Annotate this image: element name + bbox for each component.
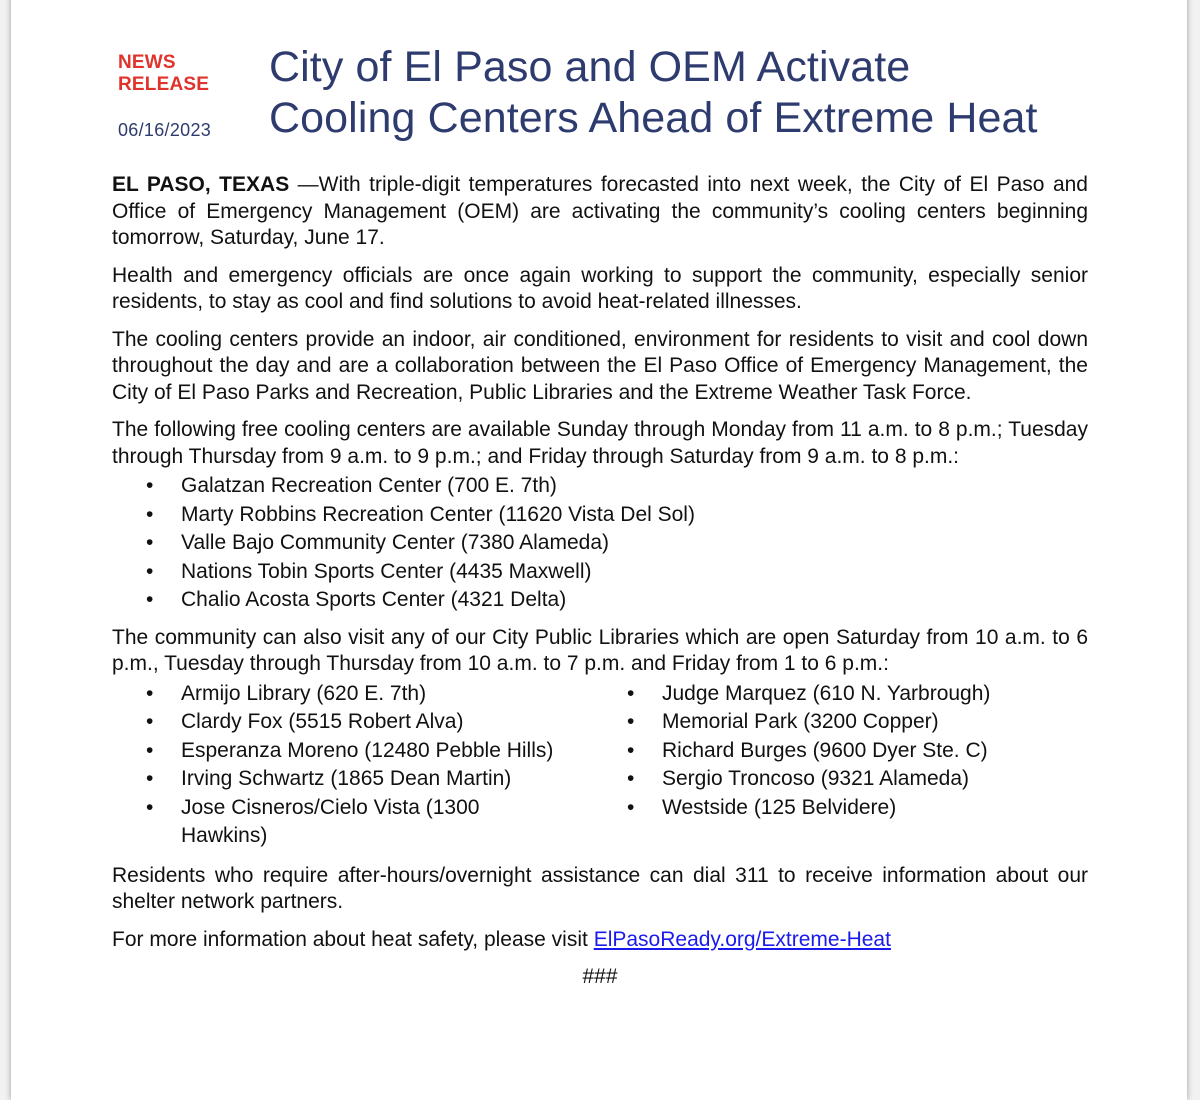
paragraph-support: Health and emergency officials are once again working to support the community, especially senior residents, to stay as cool and find solutions to avoid heat-related illnesses. [112,263,1088,313]
libraries-list-left [112,680,593,851]
list-item: • Valle Bajo Community Center (7380 Alameda) [112,529,1088,558]
cooling-centers-list [112,472,1088,615]
more-info-text: For more information about heat safety, please visit [112,927,594,951]
list-item: • Armijo Library (620 E. 7th) [112,680,593,709]
title-line1: City of El Paso and OEM Activate [269,43,911,91]
article-body [112,172,1088,991]
paragraph-collaboration: The cooling centers provide an indoor, air conditioned, environment for residents to visit and cool down throughout the day and are a collaboration between the El Paso Office of Emergency Management, the City of El Paso Parks and Recreation, Public Libraries and the Extreme Weather Task Force. [112,327,1088,404]
list-item: • Memorial Park (3200 Copper) [593,708,1073,737]
after-hours-paragraph: Residents who require after-hours/overnight assistance can dial 311 to receive information about our shelter network partners. [112,863,1088,913]
list-item: • Esperanza Moreno (12480 Pebble Hills) [112,737,593,766]
dateline: EL PASO, TEXAS [112,173,290,196]
document-page [11,0,1187,1100]
extreme-heat-link[interactable]: ElPasoReady.org/Extreme-Heat [593,927,891,951]
libraries-intro: The community can also visit any of our City Public Libraries which are open Saturday from 10 a.m. to 6 p.m., Tuesday through Thursday from 10 a.m. to 7 p.m. and Friday from 1 to 6 p.m.: [112,625,1088,675]
list-item: • Jose Cisneros/Cielo Vista (1300 Hawkins) [112,794,593,851]
intro-paragraph [112,172,1088,252]
intro-text: —With triple-digit temperatures forecasted into next week, the City of El Paso and Office of Emergency Management (OEM) are activating the community’s cooling centers beginning tomorrow, Saturday, June 17. [112,173,1088,249]
centers-intro: The following free cooling centers are available Sunday through Monday from 11 a.m. to 8 p.m.; Tuesday through Thursday from 9 a.m. to 9 p.m.; and Friday through Saturday from 9 a.m. to 8 p.m.: [112,418,1088,468]
list-item: • Clardy Fox (5515 Robert Alva) [112,708,593,737]
list-item: • Richard Burges (9600 Dyer Ste. C) [593,737,1073,766]
page-title [269,42,1038,144]
list-item: • Chalio Acosta Sports Center (4321 Delta) [112,586,1088,615]
list-item: • Judge Marquez (610 N. Yarbrough) [593,680,1073,709]
release-date: 06/16/2023 [118,120,212,140]
news-release-tag [118,52,209,96]
list-item: • Galatzan Recreation Center (700 E. 7th) [112,472,1088,501]
end-mark: ### [582,965,618,988]
news-release-tag-line1: NEWS [118,52,176,73]
list-item: • Nations Tobin Sports Center (4435 Maxwell) [112,558,1088,587]
title-line2: Cooling Centers Ahead of Extreme Heat [269,94,1038,142]
libraries-list-right [593,680,1073,851]
list-item: • Sergio Troncoso (9321 Alameda) [593,765,1073,794]
list-item: • Marty Robbins Recreation Center (11620 Vista Del Sol) [112,501,1088,530]
more-info-paragraph [112,927,1088,954]
list-item: • Westside (125 Belvidere) [593,794,1073,823]
news-release-tag-line2: RELEASE [118,74,210,95]
list-item: • Irving Schwartz (1865 Dean Martin) [112,765,593,794]
libraries-grid [112,680,1088,851]
